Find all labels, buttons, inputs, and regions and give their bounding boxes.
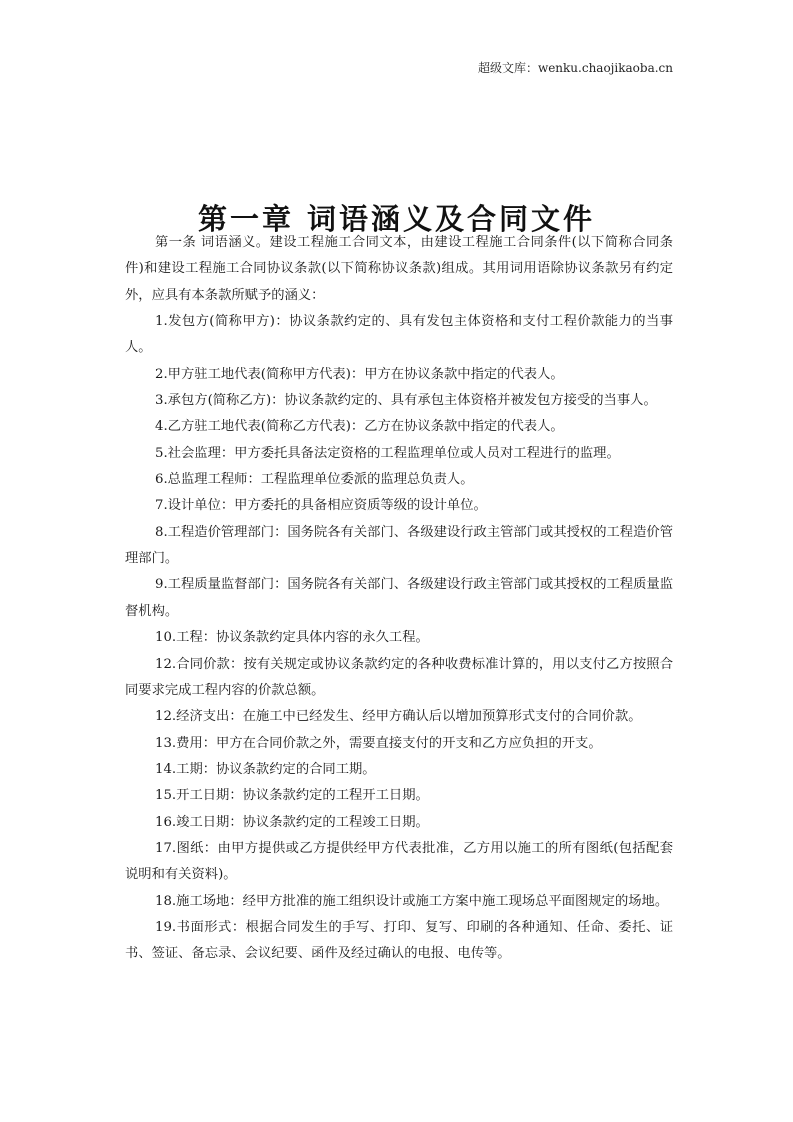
definition-item: 9.工程质量监督部门：国务院各有关部门、各级建设行政主管部门或其授权的工程质量监督机构。 — [125, 577, 673, 619]
definition-item: 8.工程造价管理部门：国务院各有关部门、各级建设行政主管部门或其授权的工程造价管理部门。 — [125, 524, 673, 567]
definition-item: 2.甲方驻工地代表(简称甲方代表)：甲方在协议条款中指定的代表人。 — [155, 366, 564, 382]
definition-item: 18.施工场地：经甲方批准的施工组织设计或施工方案中施工现场总平面图规定的场地。 — [155, 893, 669, 909]
definition-item: 12.经济支出：在施工中已经发生、经甲方确认后以增加预算形式支付的合同价款。 — [155, 709, 642, 725]
definition-item: 12.合同价款：按有关规定或协议条款约定的各种收费标准计算的，用以支付乙方按照合同要求完成工程内容的价款总额。 — [125, 656, 673, 698]
page-header-source: 超级文库：wenku.chaojikaoba.cn — [477, 61, 673, 75]
definition-item: 14.工期：协议条款约定的合同工期。 — [155, 761, 376, 777]
article-1-intro: 第一条 词语涵义。建设工程施工合同文本，由建设工程施工合同条件(以下简称合同条件)和建设工程施工合同协议条款(以下简称协议条款)组成。其用词用语除协议条款另有约定外，应具有本条款所赋予的涵义： — [125, 235, 673, 303]
definition-item: 17.图纸：由甲方提供或乙方提供经甲方代表批准，乙方用以施工的所有图纸(包括配套说明和有关资料)。 — [125, 840, 673, 883]
definition-item: 13.费用：甲方在合同价款之外，需要直接支付的开支和乙方应负担的开支。 — [155, 735, 602, 751]
document-body — [125, 230, 673, 968]
chapter-title: 第一章 词语涵义及合同文件 — [197, 202, 596, 237]
definition-item: 10.工程：协议条款约定具体内容的永久工程。 — [155, 630, 429, 646]
definition-item: 16.竣工日期：协议条款约定的工程竣工日期。 — [155, 814, 429, 830]
definition-item: 19.书面形式：根据合同发生的手写、打印、复写、印刷的各种通知、任命、委托、证书、签证、备忘录、会议纪要、函件及经过确认的电报、电传等。 — [125, 919, 673, 962]
definition-item: 5.社会监理：甲方委托具备法定资格的工程监理单位或人员对工程进行的监理。 — [155, 445, 620, 461]
definition-item: 4.乙方驻工地代表(简称乙方代表)：乙方在协议条款中指定的代表人。 — [155, 419, 564, 435]
definition-item: 7.设计单位：甲方委托的具备相应资质等级的设计单位。 — [155, 498, 487, 514]
definition-item: 15.开工日期：协议条款约定的工程开工日期。 — [155, 788, 429, 804]
definition-item: 1.发包方(简称甲方)：协议条款约定的、具有发包主体资格和支付工程价款能力的当事人。 — [125, 314, 673, 356]
definition-item: 6.总监理工程师：工程监理单位委派的监理总负责人。 — [155, 472, 474, 488]
definition-item: 3.承包方(简称乙方)：协议条款约定的、具有承包主体资格并被发包方接受的当事人。 — [155, 393, 657, 409]
